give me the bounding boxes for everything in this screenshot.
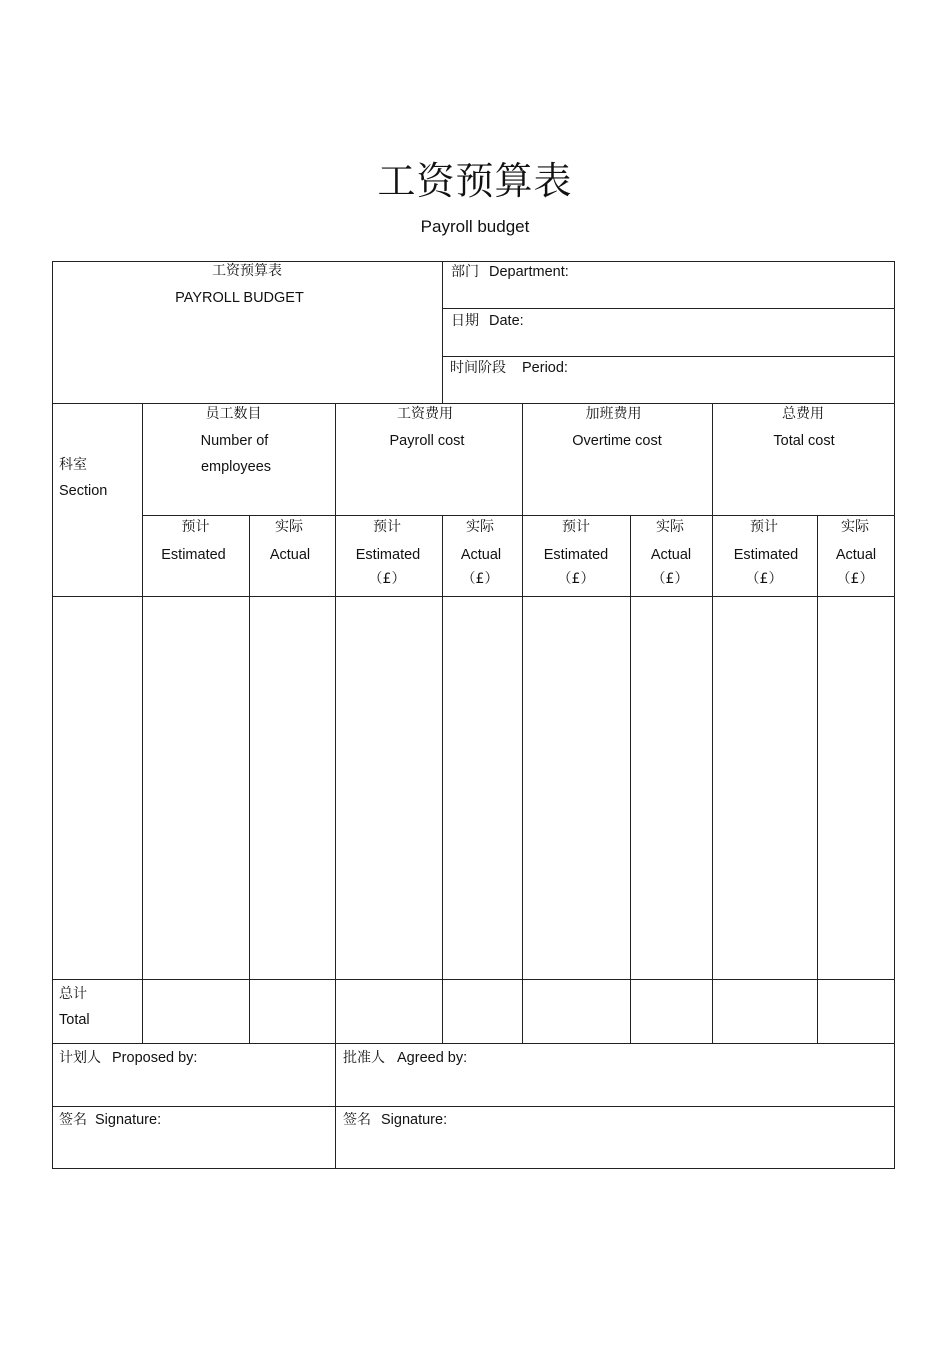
- total-cost-header-en: Total cost: [773, 433, 835, 449]
- currency-label: （£）: [461, 571, 499, 587]
- overtime-header-cn: 加班费用: [585, 406, 642, 422]
- signature-label-en: Signature:: [95, 1112, 162, 1128]
- header-box-title-cn: 工资预算表: [212, 263, 282, 279]
- total-row-label-en: Total: [59, 1012, 90, 1028]
- total-cost-header-cn: 总费用: [782, 406, 824, 422]
- sub-actual-en: Actual: [460, 547, 502, 563]
- sub-estimated-en: Estimated: [733, 547, 799, 563]
- proposed-by-field[interactable]: [53, 1044, 335, 1106]
- data-entry-area[interactable]: [53, 597, 894, 979]
- sub-estimated-cn: 预计: [181, 519, 210, 535]
- table-border-bottom: [52, 1168, 895, 1169]
- currency-label: （£）: [368, 571, 406, 587]
- header-box-title-en: PAYROLL BUDGET: [175, 290, 304, 306]
- sub-actual-en: Actual: [650, 547, 692, 563]
- sub-estimated-en: Estimated: [543, 547, 609, 563]
- sub-actual-cn: 实际: [656, 519, 684, 535]
- department-label-cn: 部门: [451, 264, 479, 280]
- agreed-label-cn: 批准人: [343, 1050, 385, 1066]
- date-field[interactable]: [443, 309, 894, 356]
- period-label-en: Period:: [522, 360, 568, 376]
- overtime-header-en: Overtime cost: [572, 433, 662, 449]
- employees-header-en2: employees: [200, 459, 272, 475]
- date-label-cn: 日期: [451, 313, 479, 329]
- divider: [52, 403, 895, 404]
- currency-label: （£）: [745, 571, 783, 587]
- page-subtitle: Payroll budget: [420, 217, 530, 236]
- sub-actual-en: Actual: [835, 547, 877, 563]
- sub-actual-cn: 实际: [275, 519, 303, 535]
- sub-estimated-cn: 预计: [750, 519, 778, 535]
- sub-estimated-en: Estimated: [355, 547, 421, 563]
- department-field[interactable]: [443, 262, 894, 308]
- period-field[interactable]: [443, 357, 894, 403]
- section-label-cn: 科室: [59, 457, 87, 473]
- payroll-header-cn: 工资费用: [397, 406, 453, 422]
- payroll-header-en: Payroll cost: [389, 433, 465, 449]
- sub-estimated-en: Estimated: [161, 547, 226, 563]
- divider: [142, 515, 895, 516]
- date-label-en: Date:: [489, 313, 524, 329]
- currency-label: （£）: [557, 571, 595, 587]
- sub-actual-cn: 实际: [841, 519, 869, 535]
- sub-estimated-cn: 预计: [562, 519, 590, 535]
- signature-label-cn: 签名: [343, 1112, 371, 1128]
- divider: [52, 979, 895, 980]
- proposed-label-en: Proposed by:: [112, 1050, 198, 1066]
- signature-field-right[interactable]: [336, 1107, 894, 1168]
- signature-label-cn: 签名: [59, 1112, 87, 1128]
- total-row-label-cn: 总计: [59, 986, 87, 1002]
- period-label-cn: 时间阶段: [450, 360, 506, 376]
- proposed-label-cn: 计划人: [59, 1050, 101, 1066]
- signature-field-left[interactable]: [53, 1107, 335, 1168]
- department-label-en: Department:: [489, 264, 569, 280]
- sub-actual-cn: 实际: [466, 519, 494, 535]
- currency-label: （£）: [651, 571, 689, 587]
- sub-estimated-cn: 预计: [373, 519, 401, 535]
- page-title: 工资预算表: [377, 159, 573, 203]
- employees-header-cn: 员工数目: [205, 406, 262, 422]
- agreed-by-field[interactable]: [336, 1044, 894, 1106]
- sub-actual-en: Actual: [269, 547, 311, 563]
- employees-header-en: Number of: [200, 433, 269, 449]
- currency-label: （£）: [836, 571, 874, 587]
- section-label-en: Section: [59, 483, 108, 499]
- table-border-right: [894, 261, 895, 1169]
- signature-label-en: Signature:: [381, 1112, 448, 1128]
- agreed-label-en: Agreed by:: [397, 1050, 468, 1066]
